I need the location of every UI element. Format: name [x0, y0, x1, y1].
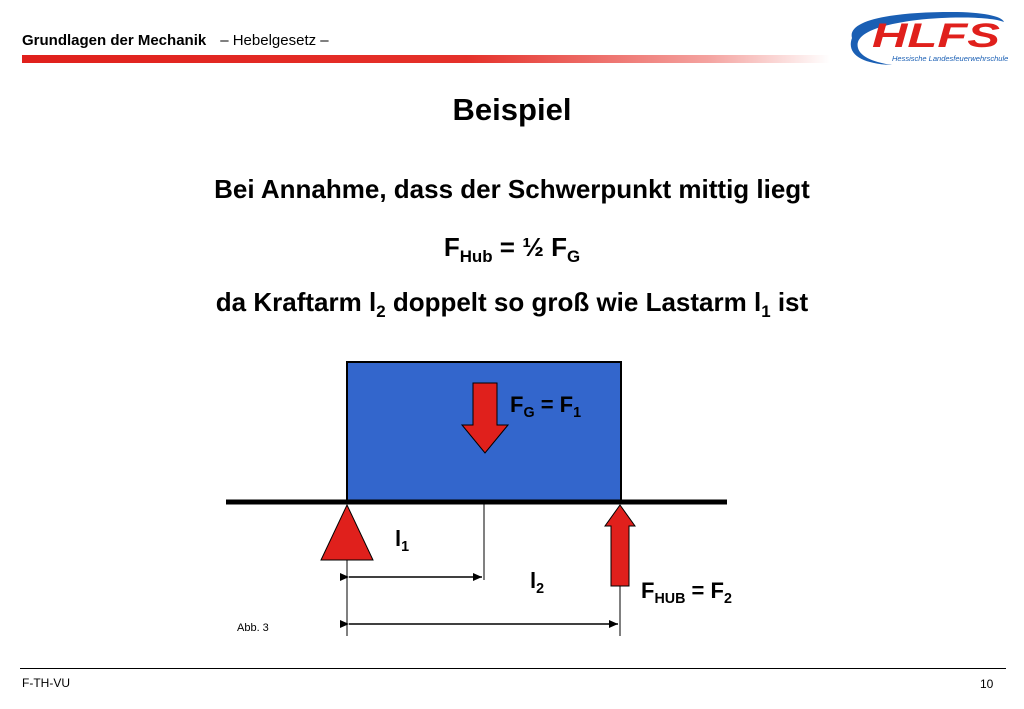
l1-sub: 1	[401, 539, 410, 555]
l1-label	[395, 526, 410, 555]
l2-l: l	[530, 568, 537, 593]
fg-sub: G	[523, 405, 535, 421]
explanation-part-a: da Kraftarm l	[215, 287, 377, 317]
footer-code: F-TH-VU	[22, 676, 70, 690]
logo-text: HLFS	[872, 17, 1001, 55]
l2-label	[530, 568, 545, 597]
assumption-text: Bei Annahme, dass der Schwerpunkt mittig liegt	[214, 174, 810, 204]
explanation-part-c: ist	[770, 287, 809, 317]
fhub-sub2: 2	[723, 591, 732, 607]
fhub-label	[641, 578, 732, 607]
explanation-sub-2: 2	[376, 301, 386, 321]
l1-l: l	[395, 526, 402, 551]
fg-label	[510, 392, 582, 421]
fg-sub2: 1	[573, 405, 582, 421]
fg-f: F	[510, 392, 524, 417]
l2-sub: 2	[536, 581, 545, 597]
fulcrum-triangle-icon	[321, 505, 373, 560]
fg-eq: = F	[534, 392, 574, 417]
header-main-title: Grundlagen der Mechanik	[22, 32, 207, 49]
header-subtitle: – Hebelgesetz –	[220, 32, 329, 49]
formula-sub-hub: Hub	[459, 246, 493, 266]
fhub-eq: = F	[685, 578, 724, 603]
slide-title: Beispiel	[452, 92, 572, 127]
fhub-sub: HUB	[654, 591, 686, 607]
page-number: 10	[980, 677, 994, 691]
explanation-part-b: doppelt so groß wie Lastarm l	[385, 287, 762, 317]
footer-rule	[20, 668, 1006, 669]
logo-tagline: Hessische Landesfeuerwehrschule	[892, 54, 1008, 63]
fhub-f: F	[641, 578, 655, 603]
explanation-sub-1: 1	[761, 301, 771, 321]
formula-f: F	[443, 232, 460, 262]
figure-label: Abb. 3	[237, 622, 269, 634]
lift-force-arrow-icon	[605, 505, 635, 586]
formula-sub-g: G	[567, 246, 581, 266]
formula-mid: = ½ F	[492, 232, 567, 262]
